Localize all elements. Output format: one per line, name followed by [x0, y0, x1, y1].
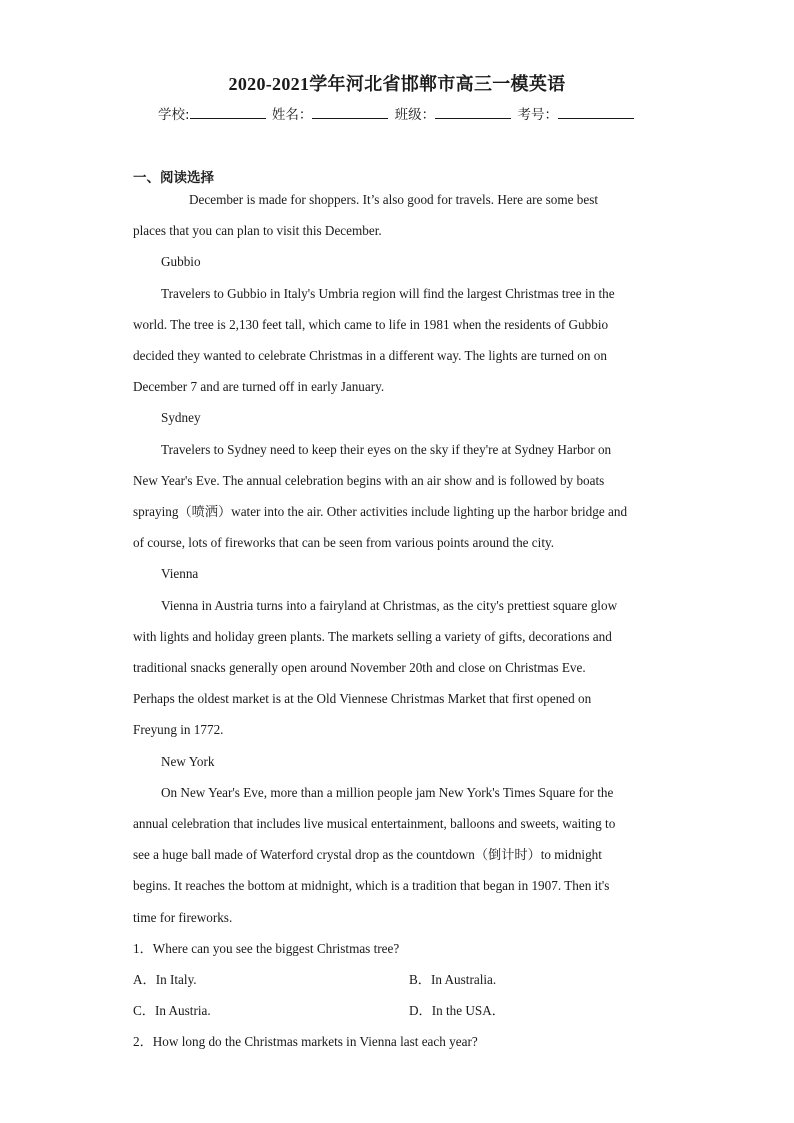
passage-heading-new-york: New York — [161, 753, 215, 769]
option-c[interactable]: C．In Austria. — [133, 1003, 211, 1019]
exam-number-label: 考号： — [517, 107, 558, 123]
passage-line: world. The tree is 2,130 feet tall, which came to life in 1981 when the residents of Gubbio — [133, 316, 609, 332]
name-blank[interactable] — [312, 106, 388, 119]
student-info-line — [0, 103, 794, 123]
passage-line: spraying（喷洒）water into the air. Other activities include lighting up the harbor bridge and — [133, 504, 628, 520]
question-1-options-row-1 — [133, 964, 663, 995]
passage-line: of course, lots of fireworks that can be seen from various points around the city. — [133, 535, 555, 551]
passage-line: decided they wanted to celebrate Christmas in a different way. The lights are turned on on — [133, 348, 607, 364]
passage-line: On New Year's Eve, more than a million people jam New York's Times Square for the — [161, 784, 614, 800]
question-1-stem: 1．Where can you see the biggest Christmas tree? — [133, 940, 400, 956]
passage-line: Travelers to Sydney need to keep their eyes on the sky if they're at Sydney Harbor on — [161, 441, 612, 457]
passage-line: Vienna in Austria turns into a fairyland at Christmas, as the city's prettiest square glow — [161, 597, 618, 613]
question-2-stem: 2．How long do the Christmas markets in Vienna last each year? — [133, 1034, 478, 1050]
passage-line: annual celebration that includes live musical entertainment, balloons and sweets, waiting to — [133, 816, 616, 832]
passage-line: begins. It reaches the bottom at midnight, which is a tradition that began in 1907. Then it's — [133, 878, 610, 894]
passage-heading-sydney: Sydney — [161, 410, 201, 426]
passage-line: with lights and holiday green plants. The markets selling a variety of gifts, decorations and — [133, 628, 612, 644]
intro-line: December is made for shoppers. It’s also good for travels. Here are some best — [189, 192, 599, 207]
passage-line: see a huge ball made of Waterford crystal drop as the countdown（倒计时）to midnight — [133, 847, 602, 863]
section-heading: 一、阅读选择 — [133, 170, 214, 186]
intro-line: places that you can plan to visit this December. — [133, 223, 382, 239]
passage-line: New Year's Eve. The annual celebration begins with an air show and is followed by boats — [133, 472, 605, 488]
class-label: 班级： — [394, 107, 436, 123]
option-a[interactable]: A．In Italy. — [133, 972, 197, 988]
exam-number-blank[interactable] — [558, 106, 634, 119]
document-title: 2020-2021学年河北省邯郸市高三一模英语 — [228, 74, 566, 94]
class-blank[interactable] — [435, 106, 511, 119]
passage-heading-vienna: Vienna — [161, 566, 199, 582]
passage-line: December 7 and are turned off in early January. — [133, 379, 385, 395]
passage-heading-gubbio: Gubbio — [161, 254, 201, 270]
passage-line: Travelers to Gubbio in Italy's Umbria region will find the largest Christmas tree in the — [161, 285, 615, 301]
option-d[interactable]: D．In the USA． — [409, 1003, 505, 1019]
reading-passage — [133, 184, 663, 1058]
question-1-options-row-2 — [133, 995, 663, 1026]
passage-line: Freyung in 1772. — [133, 722, 224, 738]
name-label: 姓名： — [271, 107, 313, 123]
passage-line: Perhaps the oldest market is at the Old Viennese Christmas Market that first opened on — [133, 691, 592, 707]
option-b[interactable]: B．In Australia. — [409, 972, 497, 988]
school-blank[interactable] — [190, 106, 266, 119]
passage-line: traditional snacks generally open around November 20th and close on Christmas Eve. — [133, 660, 586, 676]
school-label: 学校: — [158, 107, 190, 123]
passage-line: time for fireworks. — [133, 909, 233, 925]
